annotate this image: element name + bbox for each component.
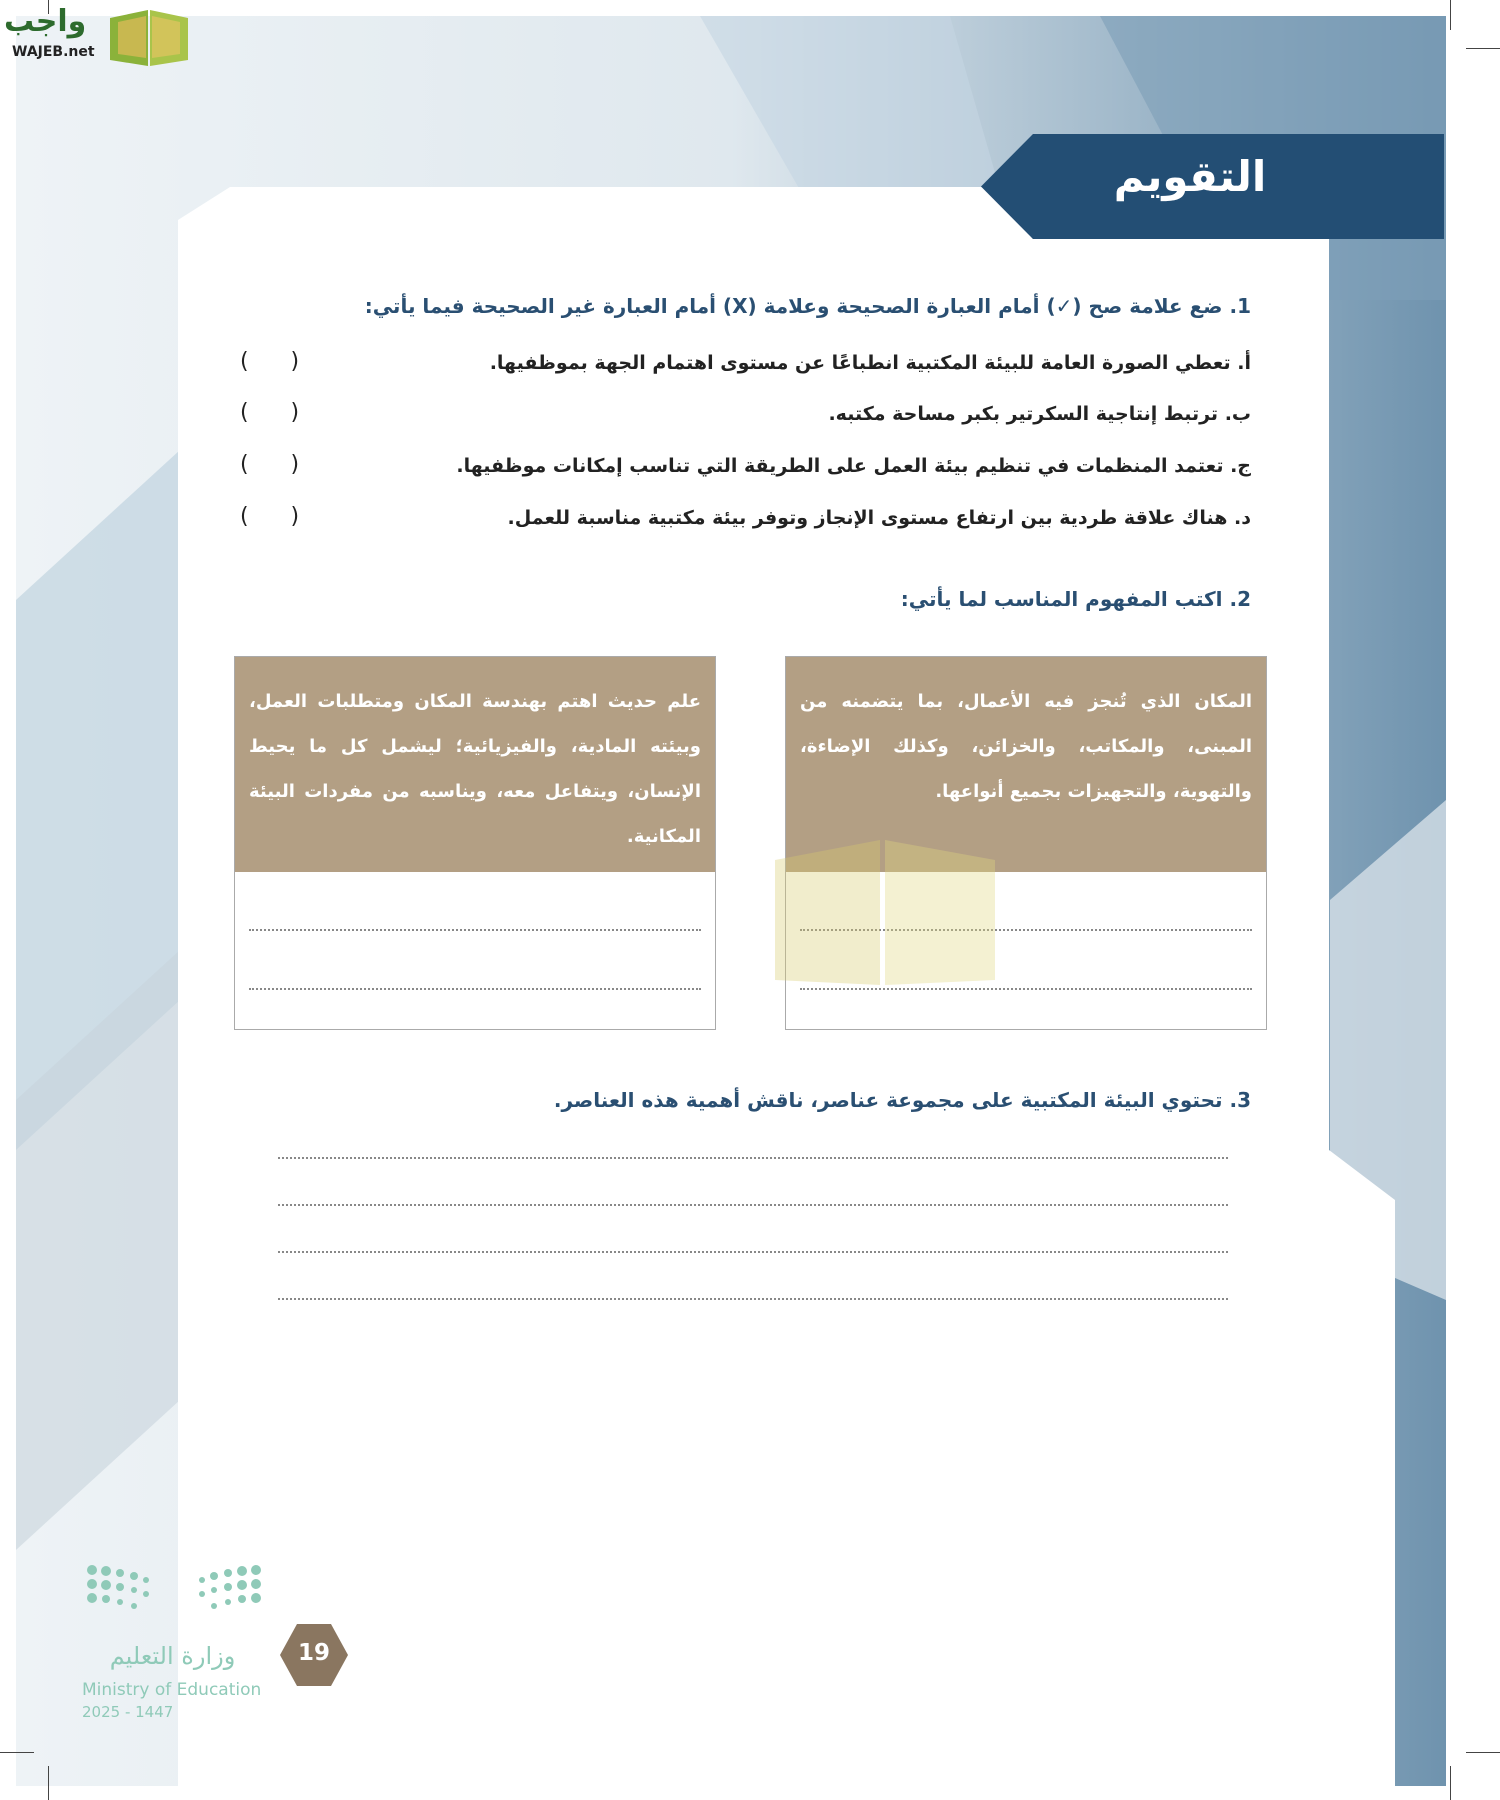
statement-text: تعطي الصورة العامة للبيئة المكتبية انطباعًا عن مستوى اهتمام الجهة بموظفيها. xyxy=(489,352,1231,374)
crop-mark xyxy=(1450,0,1451,30)
answer-brackets: ( ) xyxy=(240,504,300,529)
answer-line[interactable] xyxy=(249,988,701,990)
answer-brackets: ( ) xyxy=(240,400,300,425)
question-1-prompt: 1. ضع علامة صح (✓) أمام العبارة الصحيحة وعلامة (X) أمام العبارة غير الصحيحة فيما يأتي: xyxy=(364,294,1251,318)
statement-a xyxy=(490,352,1251,374)
statement-label: د. xyxy=(1234,507,1251,529)
answer-brackets: ( ) xyxy=(240,452,300,477)
answer-brackets: ( ) xyxy=(240,349,300,374)
question-2-prompt: 2. اكتب المفهوم المناسب لما يأتي: xyxy=(900,587,1251,611)
answer-line[interactable] xyxy=(800,988,1252,990)
crop-mark xyxy=(1450,1766,1451,1800)
answer-slot-c[interactable] xyxy=(240,452,300,477)
statement-d xyxy=(508,507,1251,529)
definition-text: علم حديث اهتم بهندسة المكان ومتطلبات العمل، وبيئته المادية، والفيزيائية؛ ليشمل كل ما يحيط الإنسان، ويتفاعل معه، ويناسبه من مفردات البيئة المكانية. xyxy=(249,691,701,847)
ministry-name-en: Ministry of Education xyxy=(82,1680,262,1700)
definition-text: المكان الذي تُنجز فيه الأعمال، بما يتضمنه من المبنى، والمكاتب، والخزائن، وكذلك الإضاءة، والتهوية، والتجهيزات بجميع أنواعها. xyxy=(800,691,1252,802)
ministry-name-ar: وزارة التعليم xyxy=(109,1642,236,1670)
statement-label: أ. xyxy=(1237,352,1251,374)
question-3-prompt: 3. تحتوي البيئة المكتبية على مجموعة عناصر، ناقش أهمية هذه العناصر. xyxy=(553,1088,1251,1112)
definition-panel xyxy=(235,657,715,872)
section-title: التقويم xyxy=(1113,152,1267,201)
statement-label: ج. xyxy=(1230,455,1251,477)
answer-line[interactable] xyxy=(278,1204,1228,1206)
statement-b xyxy=(828,403,1251,425)
edition-year: 2025 - 1447 xyxy=(82,1703,174,1721)
book-icon xyxy=(108,6,190,68)
logo-arabic: واجب xyxy=(4,4,87,39)
answer-slot-a[interactable] xyxy=(240,349,300,374)
answer-slot-d[interactable] xyxy=(240,504,300,529)
statement-label: ب. xyxy=(1224,403,1251,425)
crop-mark xyxy=(0,1752,34,1753)
crop-mark xyxy=(1466,1752,1500,1753)
ministry-logo xyxy=(80,1562,270,1732)
wajeb-logo[interactable] xyxy=(4,4,190,68)
statement-text: تعتمد المنظمات في تنظيم بيئة العمل على الطريقة التي تناسب إمكانات موظفيها. xyxy=(456,455,1224,477)
concept-box-1 xyxy=(785,656,1267,1030)
answer-line[interactable] xyxy=(800,929,1252,931)
definition-panel xyxy=(786,657,1266,872)
answer-line[interactable] xyxy=(278,1251,1228,1253)
statement-c xyxy=(456,455,1251,477)
statement-text: هناك علاقة طردية بين ارتفاع مستوى الإنجاز وتوفر بيئة مكتبية مناسبة للعمل. xyxy=(507,507,1228,529)
answer-line[interactable] xyxy=(278,1298,1228,1300)
answer-line[interactable] xyxy=(278,1157,1228,1159)
logo-english: WAJEB.net xyxy=(12,44,95,60)
ministry-dots-icon xyxy=(84,1562,264,1622)
concept-box-2 xyxy=(234,656,716,1030)
answer-slot-b[interactable] xyxy=(240,400,300,425)
page-number: 19 xyxy=(297,1640,330,1666)
crop-mark xyxy=(1466,48,1500,49)
answer-line[interactable] xyxy=(249,929,701,931)
statement-text: ترتبط إنتاجية السكرتير بكبر مساحة مكتبه. xyxy=(828,403,1219,425)
crop-mark xyxy=(48,1766,49,1800)
